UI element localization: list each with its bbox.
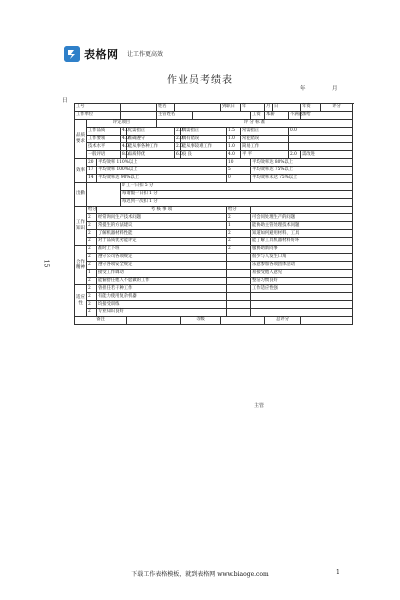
quality-note: 常犯错误 — [241, 135, 289, 143]
cooperation-item: 易接受他人意见 — [251, 269, 353, 277]
name-label: 姓名 — [157, 104, 175, 112]
bonus-label: 加给 — [301, 111, 353, 119]
cooperation-item: 接受工作调动 — [97, 269, 227, 277]
efficiency-label: 平均效率 110%以上 — [97, 159, 227, 167]
quality-score: 4.0 — [121, 127, 127, 135]
knowledge-score: 2 — [87, 214, 97, 222]
quality-note: 常需指正 — [241, 127, 289, 135]
cooperation-item: 很少与人发生口角 — [251, 253, 353, 261]
header-row-2 — [75, 111, 353, 119]
footer-text: 下载工作表格模板，就到表格网 www.biaoge.com — [131, 571, 269, 578]
wage-label: 工资 — [251, 111, 265, 119]
quality-score: 2.0 — [175, 143, 181, 151]
cooperation-row — [75, 246, 353, 254]
date-month: 月 — [332, 86, 338, 92]
level-label: 等级 — [181, 317, 221, 325]
knowledge-row — [75, 214, 353, 222]
adaptability-item — [251, 301, 353, 309]
knowledge-header-row — [75, 206, 353, 214]
date-year: 年 — [300, 86, 306, 92]
quality-score: 2.0 — [175, 135, 181, 143]
quality-item-header: 评定项目 — [87, 119, 157, 127]
efficiency-row — [75, 175, 353, 183]
knowledge-row — [75, 222, 353, 230]
cooperation-item: 乐意参加各项团体活动 — [251, 261, 353, 269]
brand-logo-icon — [64, 46, 80, 62]
cooperation-row — [75, 261, 353, 269]
remark-label: 备注 — [75, 317, 127, 325]
adaptability-row — [75, 285, 353, 293]
brand-tagline: 让工作更高效 — [127, 51, 164, 58]
cooperation-score: 2 — [87, 277, 97, 285]
quality-row — [75, 151, 353, 159]
header-row-1 — [75, 104, 353, 112]
cooperation-score: 2 — [87, 261, 97, 269]
quality-note: 能从事各种工作 — [127, 143, 175, 151]
start-date-month[interactable]: 月 — [265, 104, 273, 112]
quality-score — [289, 143, 353, 151]
attendance-row — [75, 198, 353, 206]
efficiency-row — [75, 167, 353, 175]
quality-note: 品质特优 — [127, 151, 175, 159]
quality-score — [289, 135, 353, 143]
attendance-rule: 每迟到一次扣 1 分 — [121, 198, 353, 206]
cooperation-score: 2 — [87, 253, 97, 261]
quality-note: 偶有错误 — [181, 135, 227, 143]
quality-score: 6.0 — [175, 151, 181, 159]
knowledge-item-header: 考 核 事 项 — [97, 206, 227, 214]
quality-score: 4.0 — [121, 143, 127, 151]
efficiency-section-label: 效率 — [75, 159, 87, 183]
page-title: 作业员考绩表 — [167, 75, 233, 86]
cooperation-score: 1 — [87, 269, 97, 277]
cooperation-row — [75, 269, 353, 277]
quality-note: 良 良 — [181, 151, 227, 159]
cooperation-item: 准时上下班 — [97, 246, 227, 254]
job-no-field[interactable] — [121, 104, 157, 112]
adaptability-row — [75, 301, 353, 309]
quality-row — [75, 127, 353, 135]
unit-field[interactable] — [121, 111, 157, 119]
knowledge-item: 常提生的方法建议 — [97, 222, 227, 230]
quality-note: 能从事较难工作 — [181, 143, 227, 151]
start-date-day[interactable]: 日 — [273, 104, 301, 112]
cooperation-item: 整洁习惯良好 — [251, 277, 353, 285]
cooperation-row — [75, 253, 353, 261]
knowledge-score-header: 给分 — [87, 206, 97, 214]
efficiency-score: 0 — [227, 175, 251, 183]
quality-score: 2.0 — [289, 151, 301, 159]
brand-name: 表格网 — [84, 48, 119, 61]
attendance-row — [75, 182, 353, 190]
adaptability-row — [75, 309, 353, 317]
knowledge-row — [75, 230, 353, 238]
adaptability-score: 2 — [87, 309, 97, 317]
quality-note: 简易工作 — [241, 143, 289, 151]
knowledge-score: 2 — [227, 238, 251, 246]
logo-shape-icon — [64, 46, 80, 62]
cooperation-item: 能愉舒任他人不愿做的工作 — [97, 277, 227, 285]
quality-note: 平 平 — [241, 151, 289, 159]
quality-label: 工作要领 — [87, 135, 121, 143]
adaptability-score: 2 — [87, 301, 97, 309]
quality-score: 4.0 — [227, 151, 241, 159]
cooperation-score — [227, 269, 251, 277]
cooperation-item: 服协助新同事 — [251, 246, 353, 254]
supervisor-signature-label: 主管 — [254, 403, 265, 409]
efficiency-label: 平均效率达 90%以上 — [97, 175, 227, 183]
base-salary-label: 本薪 — [265, 111, 289, 119]
efficiency-label: 平均效率达 80%以上 — [251, 159, 353, 167]
start-date-label: 到职日 — [221, 104, 241, 112]
knowledge-score: 2 — [87, 238, 97, 246]
level-field[interactable] — [221, 317, 265, 325]
adaptability-section-label: 适应性 — [75, 285, 87, 317]
cooperation-score: 2 — [87, 246, 97, 254]
quality-note: 需改进 — [301, 151, 353, 159]
quality-score: 4.0 — [121, 135, 127, 143]
knowledge-score: 2 — [227, 230, 251, 238]
knowledge-score: 2 — [87, 222, 97, 230]
quality-score: 1.0 — [227, 135, 241, 143]
cooperation-item: 遵守各项安全规定 — [97, 261, 227, 269]
knowledge-item: 可会同处理生产的问题 — [251, 214, 353, 222]
attendance-section-label: 出勤 — [75, 182, 87, 206]
adaptability-item — [251, 293, 353, 301]
knowledge-score: 2 — [227, 214, 251, 222]
date-day: 日 — [62, 98, 68, 104]
knowledge-item: 知道如何避用材料、工具 — [251, 230, 353, 238]
supervisor-label: 主管姓名 — [157, 111, 193, 119]
evaluation-form-table — [74, 103, 353, 325]
quality-header-row — [75, 119, 353, 127]
quality-section-label: 品质要求 — [75, 119, 87, 158]
knowledge-item: 能了解工具机器材料好坏 — [251, 238, 353, 246]
efficiency-score: 14 — [87, 175, 97, 183]
remark-field[interactable] — [127, 317, 181, 325]
adaptability-item: 均接受训练 — [97, 301, 227, 309]
cooperation-score — [227, 253, 251, 261]
unit-label: 工作单位 — [75, 111, 121, 119]
job-no-label: 工号 — [75, 104, 121, 112]
name-field[interactable] — [175, 104, 221, 112]
efficiency-label: 平均效率达 75%以上 — [251, 167, 353, 175]
knowledge-item: 能协助主管处理技术问题 — [251, 222, 353, 230]
efficiency-label: 平均效率未达 75%以上 — [251, 175, 353, 183]
attendance-rule: 每请假一日扣 1 分 — [121, 190, 353, 198]
adaptability-score: 2 — [87, 293, 97, 301]
cooperation-score — [227, 277, 251, 285]
efficiency-score: 17 — [87, 167, 97, 175]
knowledge-item: 了解机器材料性能 — [97, 230, 227, 238]
quality-label: 工作品质 — [87, 127, 121, 135]
cooperation-score: 2 — [227, 246, 251, 254]
start-date-year[interactable]: 年 — [241, 104, 265, 112]
knowledge-score: 2 — [87, 230, 97, 238]
quality-score: 1.0 — [227, 143, 241, 151]
adaptability-item: 有能力使用复杂机器 — [97, 293, 227, 301]
efficiency-score: 20 — [87, 159, 97, 167]
summary-row — [75, 317, 353, 325]
adaptability-item: 工作适应性强 — [251, 285, 353, 293]
seniority-label: 年资 — [301, 104, 321, 112]
quality-score: 2.0 — [175, 127, 181, 135]
adaptability-score: 2 — [87, 285, 97, 293]
side-page-number: 15 — [42, 259, 50, 268]
total-score-label: 总评分 — [265, 317, 301, 325]
quality-row — [75, 143, 353, 151]
quality-note: 偶需指正 — [181, 127, 227, 135]
quality-label: 技术水平 — [87, 143, 121, 151]
total-score-field[interactable] — [301, 317, 353, 325]
attendance-row — [75, 190, 353, 198]
quality-note: 无需指正 — [127, 127, 175, 135]
knowledge-section-label: 工作知识 — [75, 206, 87, 245]
adaptability-row — [75, 293, 353, 301]
efficiency-score: 5 — [227, 167, 251, 175]
adaptability-item: 曾担任若干种工作 — [97, 285, 227, 293]
quality-score: 1.5 — [227, 127, 241, 135]
grade-label: 评分 — [321, 104, 353, 112]
efficiency-score: 10 — [227, 159, 251, 167]
knowledge-item: 对于品质优劣能评定 — [97, 238, 227, 246]
adaptability-item: 专业知识良好 — [97, 309, 227, 317]
knowledge-score-header-right: 给分 — [227, 206, 251, 214]
adaptability-item — [251, 309, 353, 317]
quality-label: 一般评语 — [87, 151, 121, 159]
cooperation-section-label: 合作精神 — [75, 246, 87, 285]
knowledge-score: 1 — [227, 222, 251, 230]
quality-score: 8.0 — [121, 151, 127, 159]
knowledge-item: 经常询问生产技术问题 — [97, 214, 227, 222]
page-number: 1 — [336, 569, 340, 576]
efficiency-label: 平均效率 100%以上 — [97, 167, 227, 175]
cooperation-score — [227, 261, 251, 269]
cooperation-row — [75, 277, 353, 285]
attendance-rule: 旷工一日扣 5 分 — [121, 182, 353, 190]
quality-standard-header: 评 分 标 准 — [157, 119, 353, 127]
cooperation-item: 遵守公司各项规定 — [97, 253, 227, 261]
quality-row — [75, 135, 353, 143]
quality-score: 0.0 — [289, 127, 353, 135]
knowledge-row — [75, 238, 353, 246]
quality-note: 准确遵守 — [127, 135, 175, 143]
dissatisfied-label: 不满意 — [289, 111, 301, 119]
efficiency-row — [75, 159, 353, 167]
supervisor-field[interactable] — [193, 111, 251, 119]
